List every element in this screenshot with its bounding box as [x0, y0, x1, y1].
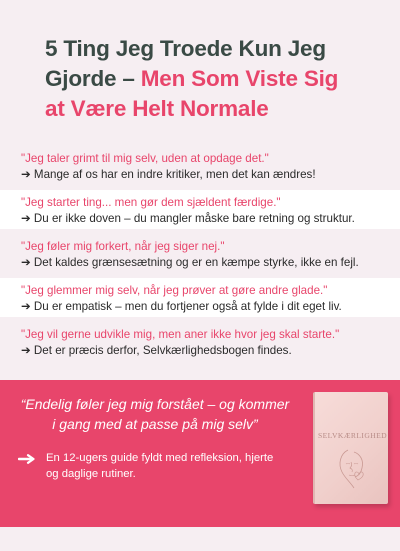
list-item: [0, 322, 400, 361]
headline-line-1: 5 Ting Jeg Troede Kun Jeg: [45, 36, 326, 61]
item-answer: ➔ Det er præcis derfor, Selvkærlighedsbogen findes.: [21, 344, 292, 357]
item-quote: "Jeg føler mig forkert, når jeg siger nej.": [21, 240, 225, 253]
item-answer: ➔ Mange af os har en indre kritiker, men det kan ændres!: [21, 168, 316, 181]
guide-description: En 12-ugers guide fyldt med refleksion, hjerte og daglige rutiner.: [46, 452, 274, 480]
list-item: [0, 234, 400, 273]
item-answer: ➔ Det kaldes grænsesætning og er en kæmpe styrke, ikke en fejl.: [21, 256, 359, 269]
item-quote: "Jeg vil gerne udvikle mig, men aner ikke hvor jeg skal starte.": [21, 328, 340, 341]
face-line-art-icon: [328, 446, 378, 492]
item-quote: "Jeg glemmer mig selv, når jeg prøver at gøre andre glade.": [21, 284, 328, 297]
list-item: [0, 146, 400, 185]
item-quote: "Jeg starter ting... men gør dem sjældent færdige.": [21, 196, 281, 209]
list-item: [0, 190, 400, 229]
arrow-right-icon: [18, 454, 36, 464]
testimonial-quote: “Endelig føler jeg mig forstået – og kommer i gang med at passe på mig selv”: [20, 396, 290, 432]
list-item: [0, 278, 400, 317]
headline-line-2: Gjorde – Men Som Viste Sig: [45, 66, 339, 91]
headline: [45, 34, 385, 124]
item-quote: "Jeg taler grimt til mig selv, uden at opdage det.": [21, 152, 269, 165]
item-answer: ➔ Du er empatisk – men du fortjener også at fylde i dit eget liv.: [21, 300, 342, 313]
item-answer: ➔ Du er ikke doven – du mangler måske bare retning og struktur.: [21, 212, 355, 225]
headline-line-3: at Være Helt Normale: [45, 96, 269, 121]
book-cover-image: [313, 392, 388, 504]
book-title: SELVKÆRLIGHED: [317, 431, 388, 440]
